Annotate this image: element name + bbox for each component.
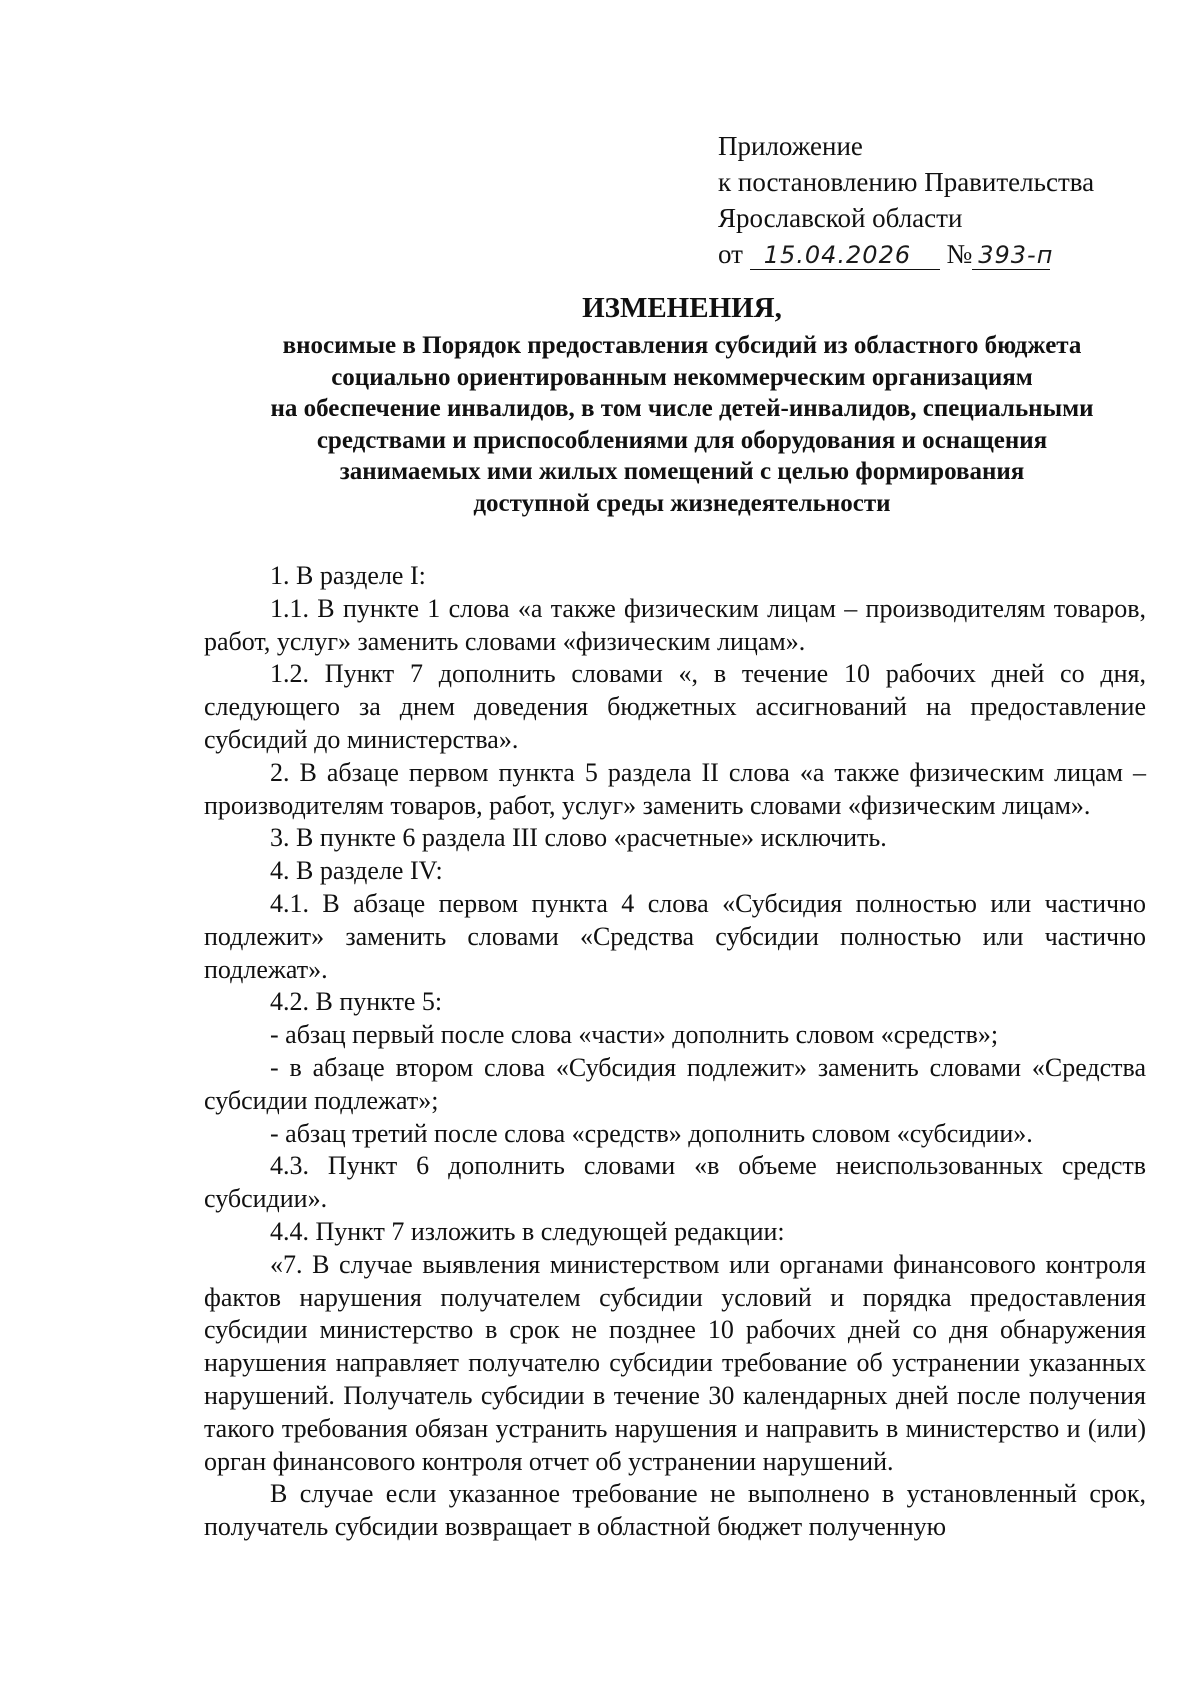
paragraph-3: 3. В пункте 6 раздела III слово «расчетные» исключить. (270, 823, 887, 853)
appendix-header (718, 128, 1094, 272)
number-field (972, 240, 1054, 270)
paragraph-4-2: 4.2. В пункте 5: (270, 987, 443, 1017)
date-field (750, 240, 940, 270)
handwritten-date: 15.04.2026 (763, 241, 912, 269)
paragraph-4-4: 4.4. Пункт 7 изложить в следующей редакции: (270, 1216, 785, 1246)
paragraph-section-4: 4. В разделе IV: (270, 856, 443, 886)
appendix-date-number-line (718, 236, 1094, 272)
date-prefix: от (718, 239, 743, 269)
title-line: вносимые в Порядок предоставления субсидий из областного бюджета (282, 332, 1082, 359)
number-prefix: № (946, 239, 973, 269)
paragraph-1-2: 1.2. Пункт 7 дополнить словами «, в течение 10 рабочих дней со дня, следующего за днем доведения бюджетных ассигнований на предоставление субсидий до министерства». (204, 659, 1146, 754)
appendix-title: Приложение (718, 131, 863, 161)
paragraph-4-2-item-1: - абзац первый после слова «части» дополнить словом «средств»; (270, 1020, 999, 1050)
title-line: занимаемых ими жилых помещений с целью формирования (339, 458, 1025, 485)
paragraph-1-1: 1.1. В пункте 1 слова «а также физическим лицам – производителям товаров, работ, услуг» заменить словами «физическим лицам». (204, 593, 1146, 656)
handwritten-number: 393-п (978, 241, 1054, 269)
title-line: доступной среды жизнедеятельности (473, 489, 891, 517)
title-line: средствами и приспособлениями для оборудования и оснащения (316, 426, 1048, 454)
appendix-region-line: Ярославской области (718, 203, 963, 233)
title-heading: ИЗМЕНЕНИЯ, (582, 292, 782, 324)
title-line: социально ориентированным некоммерческим организациям (331, 363, 1033, 391)
title-line: на обеспечение инвалидов, в том числе детей-инвалидов, специальными (270, 395, 1094, 422)
paragraph-2: 2. В абзаце первом пункта 5 раздела II слова «а также физическим лицам – производителям товаров, работ, услуг» заменить словами «физическим лицам». (204, 757, 1146, 820)
appendix-resolution-line: к постановлению Правительства (718, 167, 1095, 197)
paragraph-4-2-item-2: - в абзаце втором слова «Субсидия подлежит» заменить словами «Средства субсидии подлежат»; (204, 1052, 1146, 1115)
paragraph-4-1: 4.1. В абзаце первом пункта 4 слова «Субсидия полностью или частично подлежит» заменить словами «Средства субсидии полностью или частично подлежат». (204, 888, 1146, 984)
paragraph-4-3: 4.3. Пункт 6 дополнить словами «в объеме неиспользованных средств субсидии». (204, 1151, 1146, 1214)
paragraph-point-7-continuation: В случае если указанное требование не выполнено в установленный срок, получатель субсидии возвращает в областной бюджет полученную (204, 1479, 1146, 1542)
document-title (200, 288, 1164, 519)
paragraph-point-7-text: «7. В случае выявления министерством или органами финансового контроля фактов нарушения получателем субсидии условий и порядка предоставления субсидии министерство в срок не позднее 10 рабочих дней со дня обнаружения нарушения направляет получателю субсидии требование об устранении указанных нарушений. Получатель субсидии в течение 30 календарных дней после получения такого требования обязан устранить нарушения и направить в министерство и (или) орган финансового контроля отчет об устранении нарушений. (204, 1249, 1146, 1476)
paragraph-section-1: 1. В разделе I: (270, 561, 426, 590)
paragraph-4-2-item-3: - абзац третий после слова «средств» дополнить словом «субсидии». (270, 1118, 1033, 1148)
document-body (204, 560, 1146, 1544)
